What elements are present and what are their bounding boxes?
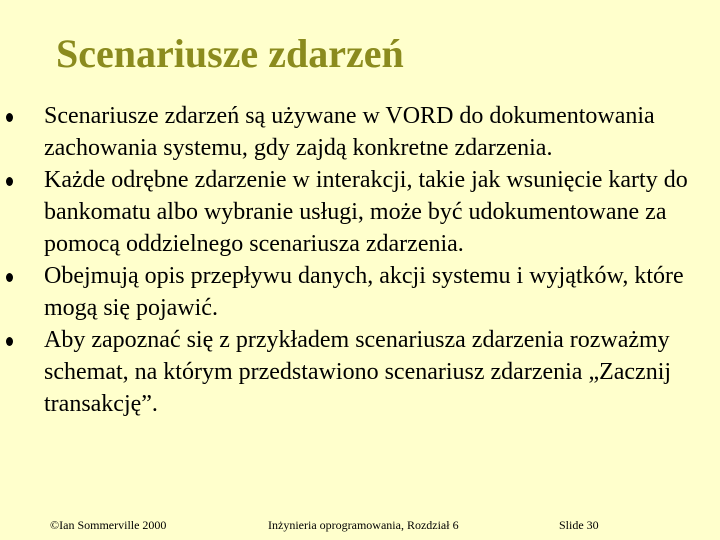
bullet-item — [0, 100, 720, 164]
footer-course: Inżynieria oprogramowania, Rozdział 6 — [268, 518, 459, 532]
bullet-item — [0, 324, 720, 420]
bullet-text: Obejmują opis przepływu danych, akcji systemu i wyjątków, które mogą się pojawić. — [44, 263, 684, 321]
bullet-dot-icon — [6, 113, 13, 122]
slide-title: Scenariusze zdarzeń — [56, 31, 404, 76]
bullet-dot-icon — [6, 177, 13, 186]
bullet-text: Scenariusze zdarzeń są używane w VORD do dokumentowania zachowania systemu, gdy zajdą konkretne zdarzenia. — [44, 103, 655, 161]
footer-slide-number: Slide 30 — [559, 518, 599, 532]
bullet-text: Aby zapoznać się z przykładem scenariusza zdarzenia rozważmy schemat, na którym przedstawiono scenariusz zdarzenia „Zacznij transakcję”. — [44, 327, 672, 417]
bullet-dot-icon — [6, 273, 13, 282]
bullet-list — [0, 100, 720, 420]
bullet-item — [0, 164, 720, 260]
bullet-text: Każde odrębne zdarzenie w interakcji, takie jak wsunięcie karty do bankomatu albo wybranie usługi, może być udokumentowane za pomocą oddzielnego scenariusza zdarzenia. — [44, 167, 688, 257]
bullet-item — [0, 260, 720, 324]
bullet-dot-icon — [6, 337, 13, 346]
footer-copyright: ©Ian Sommerville 2000 — [50, 518, 167, 532]
